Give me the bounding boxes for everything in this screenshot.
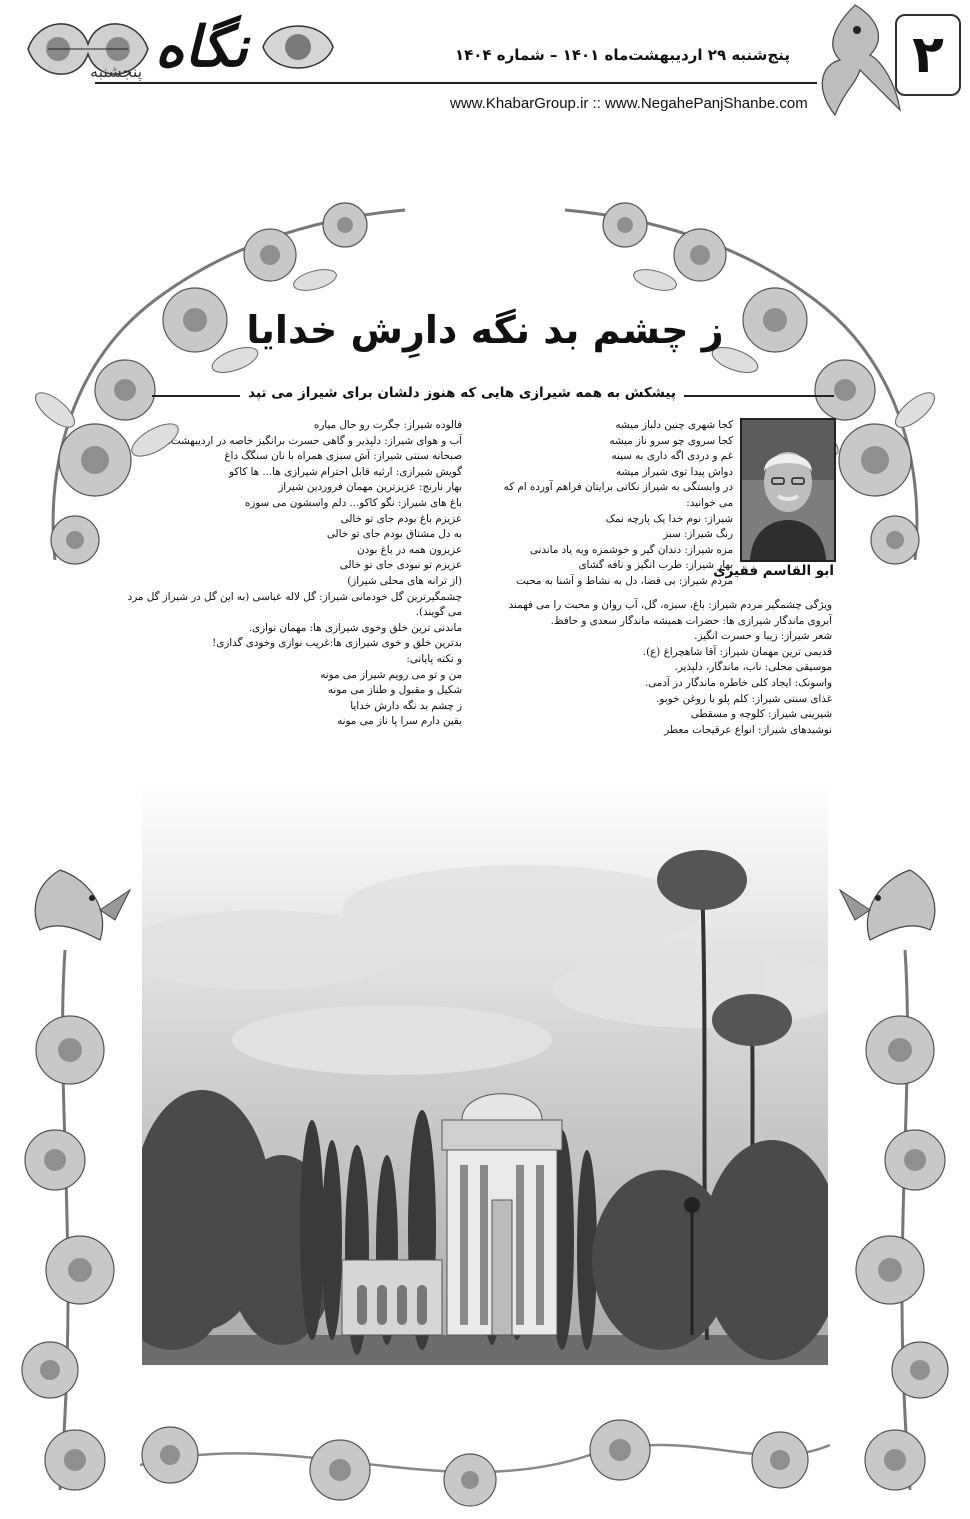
article-column-left: [127, 418, 462, 730]
issue-line: پنج‌شنبه ۲۹ اردیبهشت‌ماه ۱۴۰۱ – شماره ۱۴۰۴: [454, 46, 790, 64]
text-line: یقین دارم سرا پا ناز می مونه: [337, 715, 462, 728]
text-line: صبحانه سنتی شیراز: آش سبزی همراه با نان سنگگ داغ: [224, 450, 462, 463]
page-number: ۲: [895, 14, 961, 96]
logo: نگاه: [155, 14, 248, 80]
author-name: ابو القاسم فقیری: [713, 563, 834, 579]
header-rule: [95, 82, 817, 84]
text-line: باغ های شیراز: نگو کاکو... دلم واسشون می سوزه: [244, 496, 462, 509]
text-line: ماندنی ترین خلق وخوی شیرازی ها: مهمان نوازی.: [248, 621, 462, 634]
text-line: می خوانید:: [686, 496, 733, 509]
author-portrait: [740, 418, 836, 562]
ornament-center-icon: [258, 14, 338, 80]
text-line: شیرینی شیراز: کلوچه و مسقطی: [690, 708, 832, 721]
text-line: کجا سروی چو سرو ناز میشه: [609, 434, 733, 447]
text-line: بهار شیراز: طرب انگیز و نافه گشای: [578, 559, 733, 572]
subhead: پیشکش به همه شیرازی هایی که هنوز دلشان برای شیراز می تپد: [240, 385, 684, 401]
text-line: و نکته پایانی:: [406, 652, 462, 665]
text-line: ز چشم بد نگه دارش خدایا: [350, 699, 462, 712]
text-line: آب و هوای شیراز: دلپذیر و گاهی حسرت برانگیز خاصه در اردیبهشت.: [167, 434, 462, 447]
masthead: [0, 0, 970, 125]
text-line: بهار نارنج: عزیزترین مهمان فروردین شیراز: [278, 481, 462, 494]
text-line: مردم شیراز: بی قضا، دل به نشاط و آشنا به محبت: [515, 574, 733, 587]
author-photo-icon: [742, 420, 834, 560]
text-line: دواش پیدا توی شیراز میشه: [615, 465, 733, 478]
text-line: غم و دردی اگه داری به سینه: [611, 450, 733, 463]
article-column-right-top: [470, 418, 733, 590]
text-line: نوشیدهای شیراز: انواع عرقیجات معطر: [664, 723, 832, 736]
text-line: عزیزون همه در باغ بودن: [357, 543, 462, 556]
text-line: کجا شهری چنین دلباز میشه: [615, 419, 733, 431]
text-line: (از ترانه های محلی شیراز): [347, 574, 462, 587]
text-line: می گویند).: [415, 606, 462, 619]
saadi-tomb-photo: [142, 780, 828, 1365]
text-line: شعر شیراز: زیبا و حسرت انگیز.: [694, 630, 832, 643]
text-line: چشمگیرترین گل خودمانی شیراز: گل لاله عباسی (به این گل در شیراز گل مرد: [127, 590, 462, 603]
text-line: موسیقی محلی: ناب، ماندگار، دلپذیر.: [674, 661, 832, 674]
text-line: قدیمی ترین مهمان شیراز: آقا شاهچراغ (ع).: [642, 645, 832, 658]
text-line: در وابستگی به شیراز نکاتی برایتان فراهم آورده ام که: [503, 481, 733, 494]
phoenix-icon: [805, 0, 905, 120]
text-line: رنگ شیراز: سبز: [663, 528, 733, 541]
text-line: من و تو می رویم شیراز می مونه: [320, 668, 462, 681]
text-line: بدترین خلق و خوی شیرازی ها:غریب نوازی وخودی گدازی!: [212, 637, 462, 650]
text-line: فالوده شیراز: جگرت رو حال میاره: [313, 419, 462, 431]
article-column-right-bottom: [470, 598, 832, 738]
headline: ز چشم بد نگه دارِش خدایا: [246, 308, 724, 352]
subhead-bar: [152, 385, 834, 407]
floral-bottom-icon: [140, 1365, 830, 1515]
text-line: به دل مشتاق بودم جای تو خالی: [326, 528, 462, 541]
website-links[interactable]: www.KhabarGroup.ir :: www.NegahePanjShanbe.com: [450, 95, 808, 112]
text-line: عزیزم باغ بودم جای تو خالی: [340, 512, 462, 525]
logo-subtitle: پنجشنبه: [90, 62, 143, 81]
text-line: مزه شیراز: دندان گیر و خوشمزه ویه یاد ماندنی: [529, 543, 733, 556]
text-line: شیراز: نوم خدا یک پارچه نمک: [605, 512, 733, 525]
text-line: شکیل و مقبول و طناز می مونه: [327, 684, 462, 697]
floral-side-right-icon: [830, 850, 970, 1500]
text-line: آبروی ماندگار شیرازی ها: حضرات همیشه ماندگار سعدی و حافظ.: [550, 614, 832, 627]
text-line: واسونک: ایجاد کلی خاطره ماندگار در آدمی.: [644, 676, 832, 689]
text-line: غذای سنتی شیراز: کلم پلو با روغن خوبو.: [656, 692, 832, 705]
floral-side-left-icon: [0, 850, 140, 1500]
text-line: گویش شیرازی: ارثیه قابل احترام شیرازی ها... ها کاکو: [228, 465, 462, 478]
text-line: ویژگی چشمگیر مردم شیراز: باغ، سبزه، گل، آب روان و محبت را می فهمند: [508, 599, 832, 611]
text-line: عزیزم تو نبودی جای تو خالی: [339, 559, 462, 572]
